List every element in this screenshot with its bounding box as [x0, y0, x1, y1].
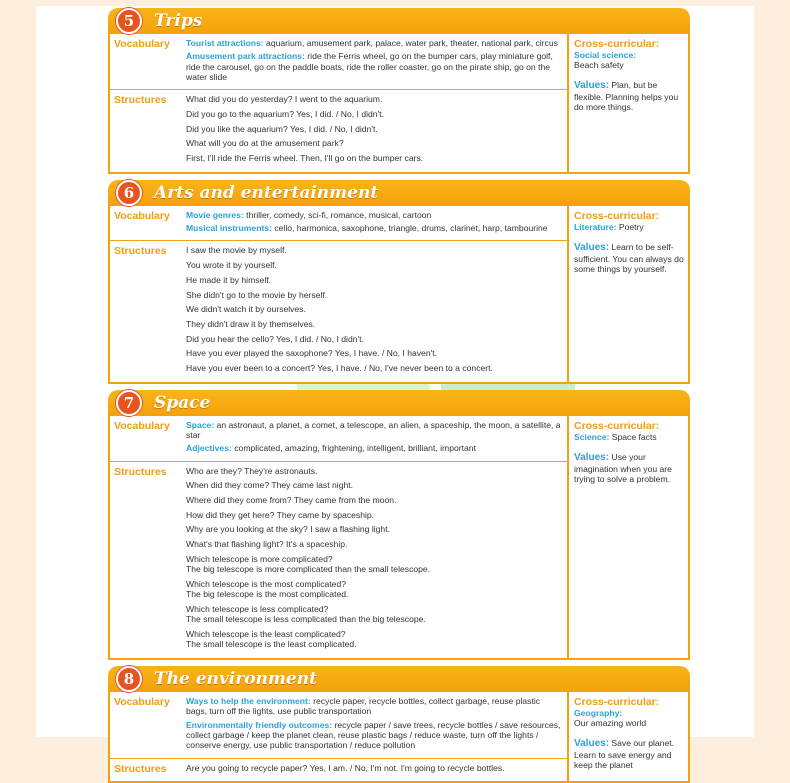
structure-line: He made it by himself. — [186, 274, 272, 285]
cross-curricular-label: Cross-curricular: — [574, 38, 660, 50]
structure-line: Where did they come from? They came from the moon. — [186, 495, 397, 506]
vocab-line — [186, 696, 563, 717]
cross-curricular-topic: Poetry — [616, 221, 644, 232]
cross-curricular-label: Cross-curricular: — [574, 695, 660, 708]
vocab-category: Adjectives: — [186, 443, 232, 454]
structure-line: What's that flashing light? It's a spaceship. — [186, 539, 348, 550]
structure-line: Have you ever been to a concert? Yes, I have. / No, I've never been to a concert. — [186, 363, 493, 374]
structure-line: What did you do yesterday? I went to the aquarium. — [186, 94, 383, 105]
cross-curricular-subject: Geography: — [574, 707, 623, 718]
unit-trips — [108, 8, 690, 174]
structure-line: How did they get here? They came by spaceship. — [186, 509, 375, 520]
vocab-line — [186, 210, 563, 220]
cross-curricular-label: Cross-curricular: — [574, 419, 660, 432]
structure-line: They didn't draw it by themselves. — [186, 318, 316, 329]
vocab-category: Environmentally friendly outcomes: — [186, 719, 333, 730]
cross-curricular-subject: Literature: — [574, 221, 617, 232]
structure-line: Which telescope is the most complicated? The big telescope is the most complicated. — [186, 578, 349, 600]
structure-line: We didn't watch it by ourselves. — [186, 304, 306, 315]
vocab-category: Musical instruments: — [186, 223, 272, 234]
unit-number-badge: 7 — [116, 390, 142, 416]
structure-line: Did you like the aquarium? Yes, I did. / No, I didn't. — [186, 123, 378, 134]
cross-curricular-subject: Science: — [574, 431, 610, 442]
vocab-words: complicated, amazing, frightening, intelligent, brilliant, important — [231, 443, 476, 454]
vocabulary-row — [110, 416, 567, 461]
structure-line: When did they come? They came last night. — [186, 480, 354, 491]
unit-number-badge: 8 — [116, 666, 142, 692]
vocab-line — [186, 51, 563, 82]
structures-label: Structures — [114, 762, 167, 775]
structure-line: First, I'll ride the Ferris wheel. Then, I'll go on the bumper cars. — [186, 153, 424, 164]
structure-line: She didn't go to the movie by herself. — [186, 289, 328, 300]
values-label: Values: — [574, 80, 610, 92]
structure-line: I saw the movie by myself. — [186, 245, 287, 256]
unit-number-badge: 5 — [116, 8, 142, 34]
unit-header — [108, 180, 690, 206]
unit-title: The environment — [154, 668, 317, 689]
vocabulary-label: Vocabulary — [114, 695, 170, 708]
structures-row — [110, 240, 567, 381]
vocab-category: Movie genres: — [186, 209, 244, 220]
structure-line: Who are they? They're astronauts. — [186, 465, 318, 476]
cross-curricular-topic: Our amazing world — [574, 717, 647, 728]
vocab-category: Ways to help the environment: — [186, 695, 311, 706]
unit-header — [108, 390, 690, 416]
vocabulary-row — [110, 34, 567, 89]
vocabulary-label: Vocabulary — [114, 419, 170, 432]
structures-row — [110, 89, 567, 172]
structure-line: Did you go to the aquarium? Yes, I did. / No, I didn't. — [186, 108, 384, 119]
vocab-line — [186, 420, 563, 441]
unit-space — [108, 390, 690, 660]
vocab-line — [186, 223, 563, 233]
structures-label: Structures — [114, 94, 167, 107]
structure-line: Which telescope is more complicated? The big telescope is more complicated than the small telescope. — [186, 553, 431, 575]
structure-line: Have you ever played the saxophone? Yes, I have. / No, I haven't. — [186, 348, 438, 359]
vocab-line — [186, 38, 563, 48]
unit-title: Arts and entertainment — [154, 182, 379, 203]
structures-row — [110, 461, 567, 658]
values-label: Values: — [574, 451, 610, 463]
structures-label: Structures — [114, 465, 167, 478]
vocab-category: Tourist attractions: — [186, 38, 264, 48]
structure-line: You wrote it by yourself. — [186, 260, 277, 271]
side-panel — [569, 34, 688, 172]
values-label: Values: — [574, 738, 610, 750]
vocab-category: Amusement park attractions: — [186, 51, 305, 62]
structure-line: Are you going to recycle paper? Yes, I am. / No, I'm not. I'm going to recycle bottles. — [186, 762, 505, 773]
unit-title: Space — [154, 392, 211, 413]
values-text: Use your imagination when you are trying to solve a problem. — [574, 451, 672, 484]
unit-header — [108, 8, 690, 34]
vocab-words: thriller, comedy, sci-fi, romance, musical, cartoon — [243, 209, 432, 220]
structures-row — [110, 758, 567, 782]
values-text: Save our planet. Learn to save energy and keep the planet — [574, 738, 675, 771]
structure-line: Which telescope is less complicated? The small telescope is less complicated than the big telescope. — [186, 603, 426, 625]
values-text: Plan, but be flexible. Planning helps you do more things. — [574, 80, 679, 113]
structure-line: What will you do at the amusement park? — [186, 138, 344, 149]
unit-header — [108, 666, 690, 692]
vocab-words: aquarium, amusement park, palace, water park, theater, national park, circus — [263, 38, 558, 48]
vocab-words: cello, harmonica, saxophone, triangle, drums, clarinet, harp, tambourine — [271, 223, 548, 234]
values-text: Learn to be self-sufficient. You can always do some things by yourself. — [574, 241, 684, 274]
structure-line: Did you hear the cello? Yes, I did. / No, I didn't. — [186, 333, 364, 344]
vocab-line — [186, 443, 563, 453]
vocabulary-label: Vocabulary — [114, 38, 170, 50]
vocabulary-row — [110, 206, 567, 241]
units-list — [108, 8, 690, 783]
structure-line: Why are you looking at the sky? I saw a flashing light. — [186, 524, 390, 535]
side-panel — [569, 206, 688, 382]
side-panel — [569, 416, 688, 658]
structure-line: Which telescope is the least complicated? The small telescope is the least complicated. — [186, 628, 357, 650]
vocab-words: recycle paper, recycle bottles, collect garbage, reuse plastic bags, turn off the lights, use public transportation — [186, 695, 541, 717]
vocabulary-label: Vocabulary — [114, 209, 170, 222]
cross-curricular-subject: Social science: — [574, 50, 637, 60]
unit-arts-and-entertainment — [108, 180, 690, 384]
vocab-words: ride the Ferris wheel, go on the bumper cars, play miniature golf, ride the carousel, go on the paddle boats, ride the roller coaster, go on the pirate ship, go on the water slide — [186, 51, 553, 82]
vocabulary-row — [110, 692, 567, 758]
syllabus-page — [36, 6, 754, 775]
unit-the-environment — [108, 666, 690, 783]
cross-curricular-topic: Space facts — [609, 431, 657, 442]
vocab-words: an astronaut, a planet, a comet, a telescope, an alien, a spaceship, the moon, a satellite, a star — [186, 419, 561, 441]
vocab-category: Space: — [186, 419, 215, 430]
unit-title: Trips — [154, 11, 203, 31]
cross-curricular-label: Cross-curricular: — [574, 209, 660, 222]
unit-number-badge: 6 — [116, 180, 142, 206]
side-panel — [569, 692, 688, 781]
cross-curricular-topic: Beach safety — [574, 60, 624, 70]
structures-label: Structures — [114, 245, 167, 258]
vocab-line — [186, 720, 563, 751]
vocab-words: recycle paper / save trees, recycle bottles / save resources, collect garbage / keep the planet clean, reuse plastic bags / reduce waste, turn off the lights / conserve energy, use public transportation / reduce pollution — [186, 719, 561, 751]
values-label: Values: — [574, 241, 610, 253]
